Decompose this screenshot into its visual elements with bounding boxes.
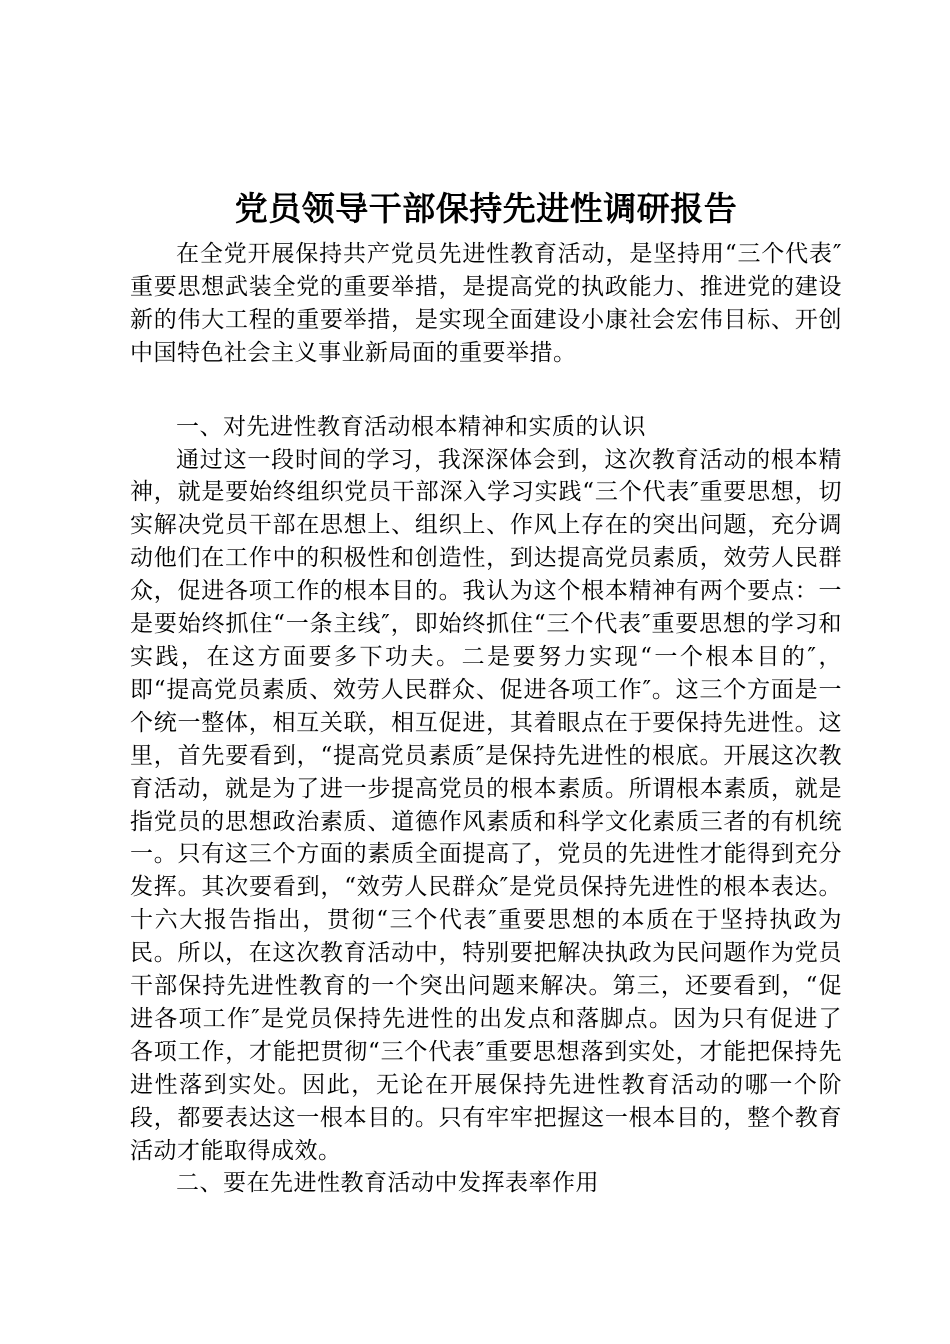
section-2-heading: 二、要在先进性教育活动中发挥表率作用 bbox=[176, 1170, 599, 1197]
section-1-heading: 一、对先进性教育活动根本精神和实质的认识 bbox=[176, 413, 646, 440]
paragraph-spacer bbox=[130, 370, 842, 411]
section-1-body: 通过这一段时间的学习，我深深体会到，这次教育活动的根本精神，就是要始终组织党员干部深入学习实践“三个代表″重要思想，切实解决党员干部在思想上、组织上、作风上存在的突出问题，充分调动他们在工作中的积极性和创造性，到达提高党员素质，效劳人民群众，促进各项工作的根本目的。我认为这个根本精神有两个要点：一是要始终抓住“一条主线″，即始终抓住“三个代表″重要思想的学习和实践，在这方面要多下功夫。二是要努力实现“一个根本目的″，即“提高党员素质、效劳人民群众、促进各项工作″。这三个方面是一个统一整体，相互关联，相互促进，其着眼点在于要保持先进性。这里，首先要看到，“提高党员素质″是保持先进性的根底。开展这次教育活动，就是为了进一步提高党员的根本素质。所谓根本素质，就是指党员的思想政治素质、道德作风素质和科学文化素质三者的有机统一。只有这三个方面的素质全面提高了，党员的先进性才能得到充分发挥。其次要看到，“效劳人民群众″是党员保持先进性的根本表达。十六大报告指出，贯彻“三个代表″重要思想的本质在于坚持执政为民。所以，在这次教育活动中，特别要把解决执政为民问题作为党员干部保持先进性教育的一个突出问题来解决。第三，还要看到，“促进各项工作″是党员保持先进性的出发点和落脚点。因为只有促进了各项工作，才能把贯彻“三个代表″重要思想落到实处，才能把保持先进性落到实处。因此，无论在开展保持先进性教育活动的哪一个阶段，都要表达这一根本目的。只有牢牢把握这一根本目的，整个教育活动才能取得成效。 bbox=[130, 446, 842, 1164]
document-title: 党员领导干部保持先进性调研报告 bbox=[234, 189, 738, 228]
intro-paragraph: 在全党开展保持共产党员先进性教育活动，是坚持用“三个代表″重要思想武装全党的重要举措，是提高党的执政能力、推进党的建设新的伟大工程的重要举措，是实现全面建设小康社会宏伟目标、开创中国特色社会主义事业新局面的重要举措。 bbox=[130, 241, 842, 366]
document-page bbox=[130, 180, 842, 1200]
